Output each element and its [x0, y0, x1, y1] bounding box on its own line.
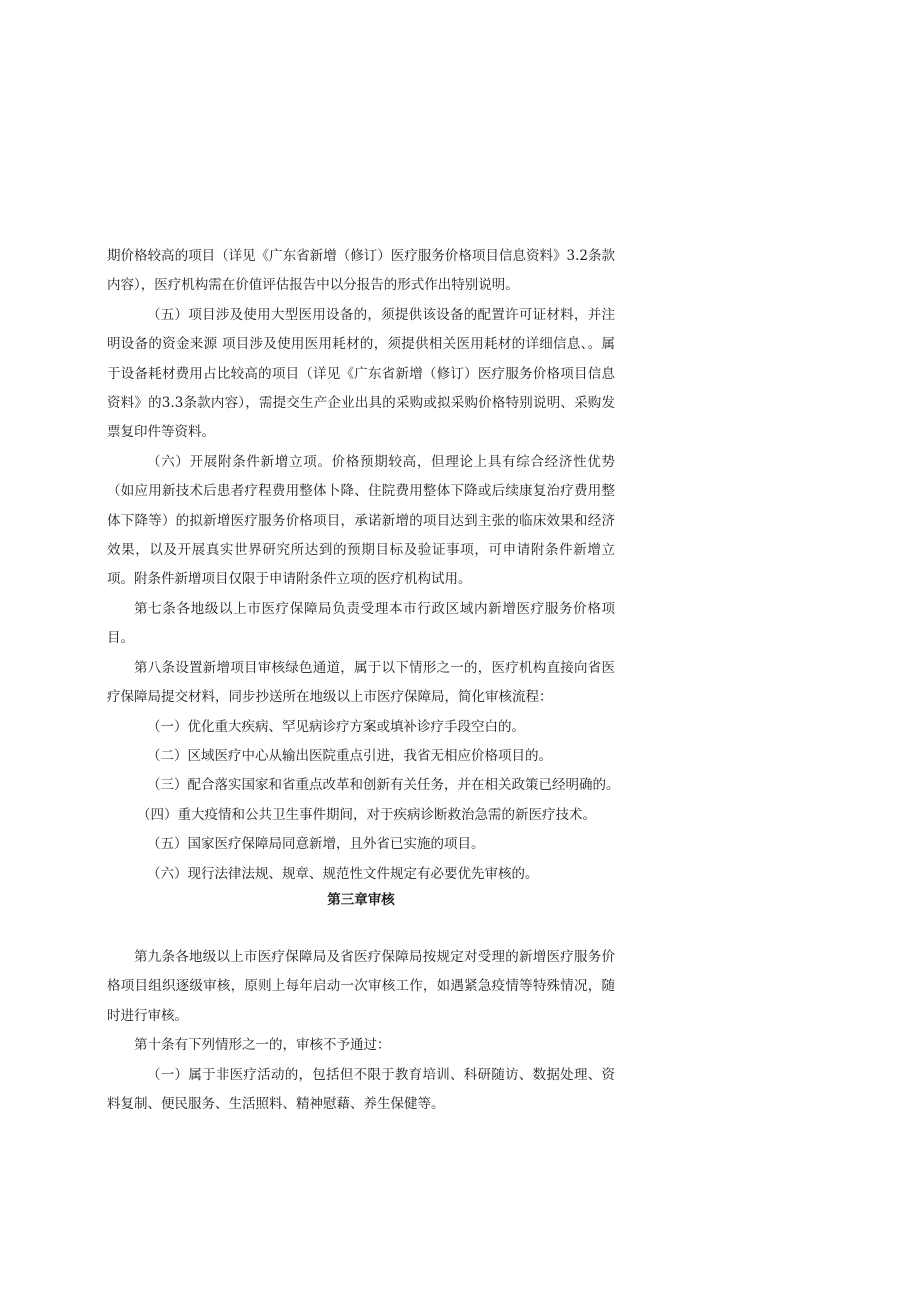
list-item-1: （一）优化重大疾病、罕见病诊疗方案或填补诊疗手段空白的。	[147, 718, 525, 735]
list-item-2: （二）区域医疗中心从输出医院重点引进，我省无相应价格项目的。	[147, 747, 552, 764]
paragraph-clause-5: （五）项目涉及使用大型医用设备的，须提供该设备的配置许可证材料，并注明设备的资金来源 项目涉及使用医用耗材的，须提供相关医用耗材的详细信息、。属于设备耗材费用占比较高的项目（详见《广东省新增（修订）医疗服务价格项目信息资料》的3.3条款内容），需提交生产企业出具的采购或拟采购价格特别说明、采购发票复印件等资料。	[107, 306, 615, 441]
paragraph-article-7: 第七条各地级以上市医疗保障局负责受理本市行政区域内新增医疗服务价格项目。	[107, 600, 615, 647]
document-page	[107, 242, 620, 1119]
paragraph-article-8: 第八条设置新增项目审核绿色通道，属于以下情形之一的，医疗机构直接向省医疗保障局提交材料，同步抄送所在地级以上市医疗保障局，简化审核流程：	[107, 659, 615, 706]
paragraph-clause-6: （六）开展附条件新增立项。价格预期较高，但理论上具有综合经济性优势（如应用新技术后患者疗程费用整体卜降、住院费用整体下降或后续康复治疗费用整体下降等）的拟新增医疗服务价格项目，承诺新增的项目达到主张的临床效果和经济效果，以及开展真实世界研究所达到的预期目标及验证事项，可申请附条件新增立项。附条件新增项目仅限于申请附条件立项的医疗机构试用。	[107, 453, 615, 588]
chapter-heading: 第三章审核	[327, 891, 395, 908]
list-item-5: （五）国家医疗保障局同意新增，且外省已实施的项目。	[147, 836, 485, 853]
paragraph-continuation: 期价格较高的项目（详见《广东省新增（修订）医疗服务价格项目信息资料》3.2条款内容），医疗机构需在价值评估报告中以分报告的形式作出特别说明。	[107, 248, 615, 294]
list-item-4: （四）重大疫情和公共卫生事件期间，对于疾病诊断救治急需的新医疗技术。	[137, 806, 596, 823]
list-item-6: （六）现行法律法规、规章、规范性文件规定有必要优先审核的。	[147, 865, 539, 882]
paragraph-article-9: 第九条各地级以上市医疗保障局及省医疗保障局按规定对受理的新增医疗服务价格项目组织逐级审核，原则上每年启动一次审核工作，如遇紧急疫情等特殊情况，随时进行审核。	[107, 948, 615, 1024]
list-item-3: （三）配合落实国家和省重点改革和创新有关任务，并在相关政策已经明确的。	[147, 777, 620, 794]
paragraph-article-10-item-1: （一）属于非医疗活动的，包括但不限于教育培训、科研随访、数据处理、资料复制、便民服务、生活照料、精神慰藉、养生保健等。	[107, 1066, 615, 1112]
paragraph-article-10: 第十条有下列情形之一的，审核不予通过：	[134, 1037, 391, 1054]
